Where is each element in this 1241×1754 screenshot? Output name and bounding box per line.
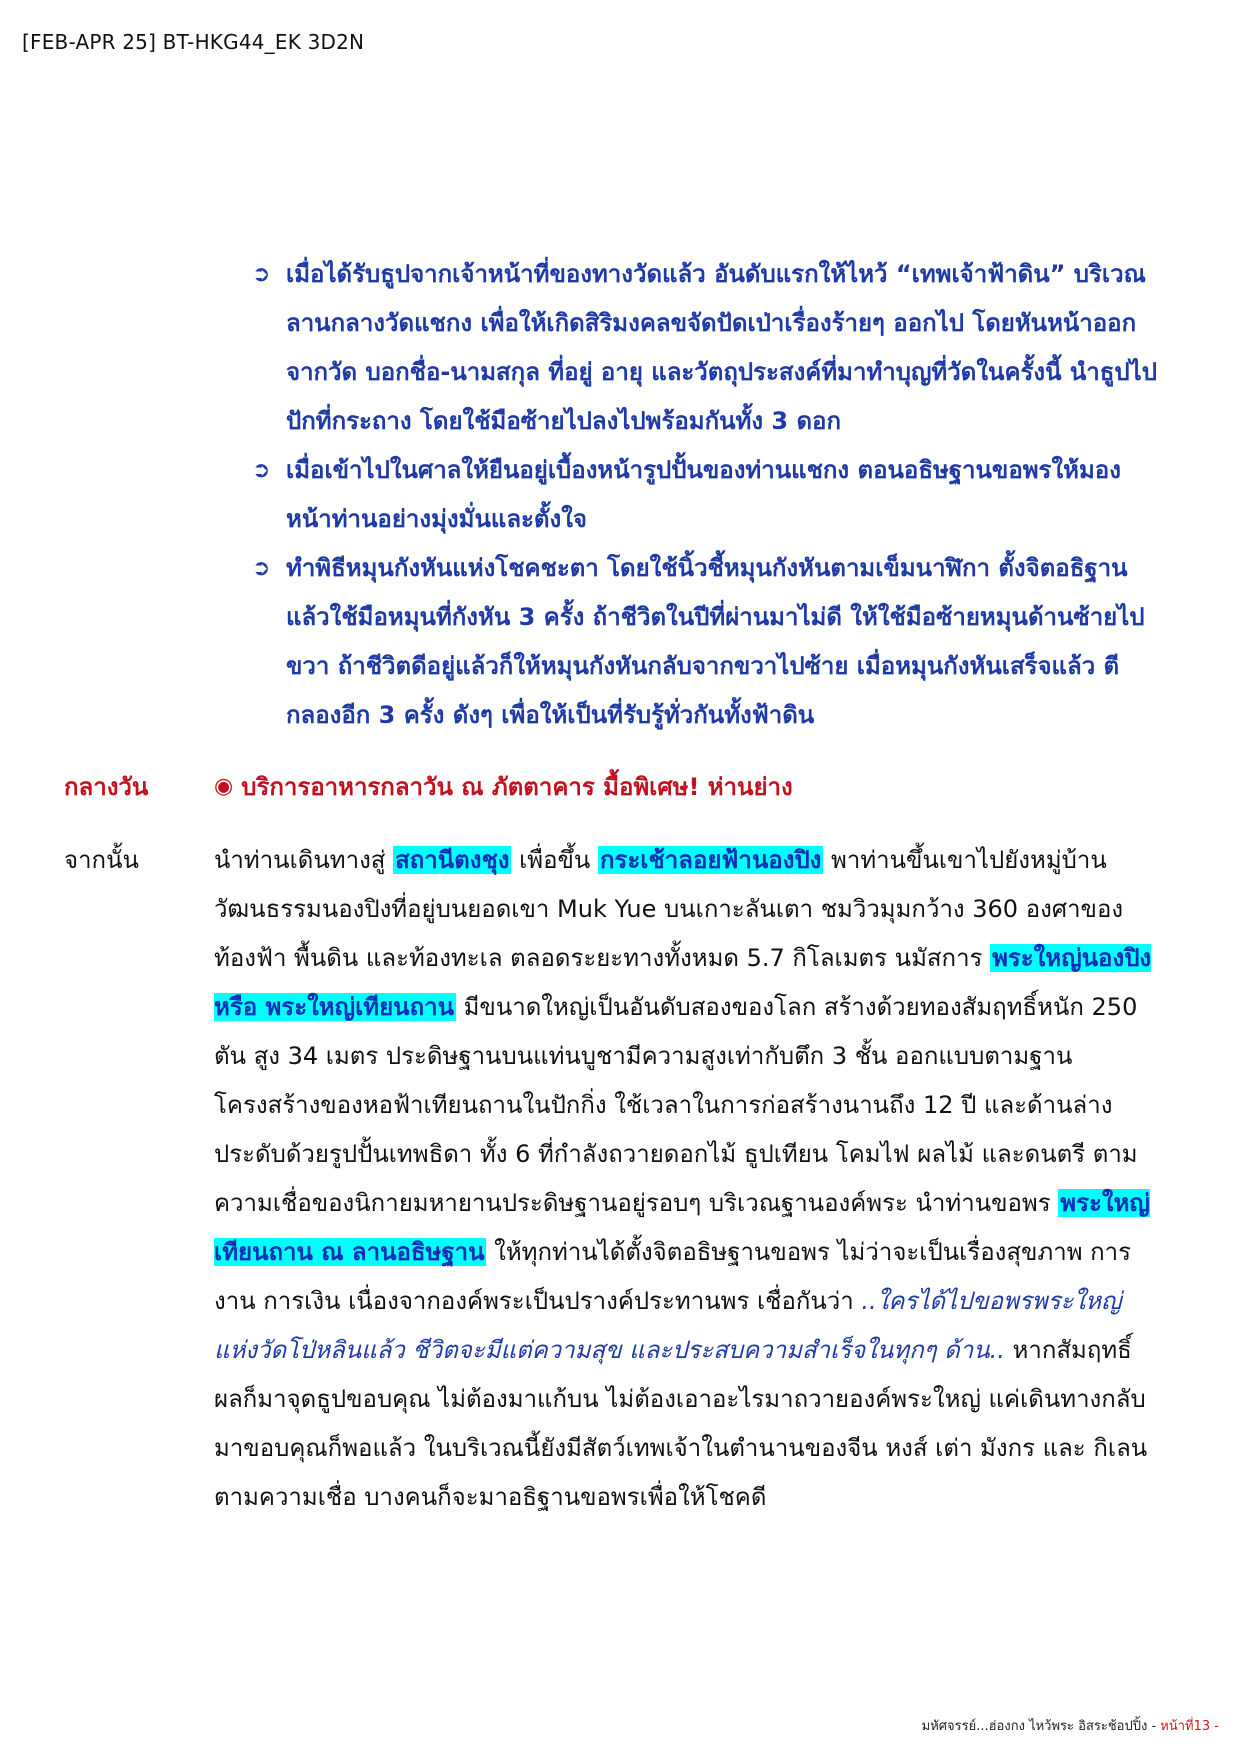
highlight-station-name: สถานีตงชุง bbox=[395, 846, 510, 874]
bullet-item bbox=[252, 250, 1162, 446]
lunch-schedule-row bbox=[64, 765, 1174, 809]
paragraph-text: เพื่อขึ้น bbox=[511, 846, 598, 874]
highlight-big-buddha-name: พระใหญ่นองปิง หรือ พระใหญ่เทียนถาน bbox=[214, 944, 1152, 1021]
bullet-text: ทำพิธีหมุนกังหันแห่งโชคชะตา โดยใช้นิ้วชี้หมุนกังหันตามเข็มนาฬิกา ตั้งจิตอธิฐานแล้วใช้มือหมุนที่กังหัน 3 ครั้ง ถ้าชีวิตในปีที่ผ่านมาไม่ดี ให้ใช้มือซ้ายหมุนด้านซ้ายไปขวา ถ้าชีวิตดีอยู่แล้วก็ให้หมุนกังหันกลับจากขวาไปซ้าย เมื่อหมุนกังหันเสร็จแล้ว ตีกลองอีก 3 ครั้ง ดังๆ เพื่อให้เป็นที่รับรู้ทั่วกันทั้งฟ้าดิน bbox=[286, 554, 1145, 729]
schedule-time-label: จากนั้น bbox=[64, 846, 139, 874]
bullet-item bbox=[252, 544, 1162, 740]
paragraph-text: ให้ทุกท่านได้ตั้งจิตอธิษฐานขอพร ไม่ว่าจะเป็นเรื่องสุขภาพ การงาน การเงิน เนื่องจากองค์พระเป็นปรางค์ประทานพร เชื่อกันว่า bbox=[214, 1238, 1132, 1315]
page-number: หน้าที่13 - bbox=[1160, 1719, 1219, 1734]
footer-title: มหัศจรรย์...ฮ่องกง ไหว้พระ อิสระช้อปปิ้ง - bbox=[921, 1719, 1161, 1734]
schedule-time-label: กลางวัน bbox=[64, 773, 149, 801]
instruction-bullet-list bbox=[252, 250, 1162, 740]
arrow-right-circle-icon: ➲ bbox=[252, 262, 271, 287]
document-code-header: [FEB-APR 25] BT-HKG44_EK 3D2N bbox=[22, 30, 365, 54]
arrow-right-circle-icon: ➲ bbox=[252, 556, 271, 581]
arrow-right-circle-icon: ➲ bbox=[252, 458, 271, 483]
bullet-text: เมื่อได้รับธูปจากเจ้าหน้าที่ของทางวัดแล้ว อันดับแรกให้ไหว้ “เทพเจ้าฟ้าดิน” บริเวณลานกลางวัดแชกง เพื่อให้เกิดสิริมงคลขจัดปัดเป่าเรื่องร้ายๆ ออกไป โดยหันหน้าออกจากวัด บอกชื่อ-นามสกุล ที่อยู่ อายุ และวัตถุประสงค์ที่มาทำบุญที่วัดในครั้งนี้ นำธูปไปปักที่กระถาง โดยใช้มือซ้ายไปลงไปพร้อมกันทั้ง 3 ดอก bbox=[286, 260, 1157, 435]
bullet-text: เมื่อเข้าไปในศาลให้ยืนอยู่เบื้องหน้ารูปปั้นของท่านแชกง ตอนอธิษฐานขอพรให้มองหน้าท่านอย่างมุ่งมั่นและตั้งใจ bbox=[286, 456, 1121, 533]
paragraph-text: นำท่านเดินทางสู่ bbox=[214, 846, 394, 874]
itinerary-paragraph bbox=[214, 836, 1158, 1522]
bullet-item bbox=[252, 446, 1162, 544]
dining-plate-icon: ◉ bbox=[214, 774, 234, 799]
belief-quote: ..ใครได้ไปขอพรพระใหญ่แห่งวัดโป่หลินแล้ว ชีวิตจะมีแต่ความสุข และประสบความสำเร็จในทุกๆ ด้าน.. bbox=[214, 1287, 1122, 1364]
paragraph-text: หากสัมฤทธิ์ผลก็มาจุดธูปขอบคุณ ไม่ต้องมาแก้บน ไม่ต้องเอาอะไรมาถวายองค์พระใหญ่ แค่เดินทางกลับมาขอบคุณก็พอแล้ว ในบริเวณนี้ยังมีสัตว์เทพเจ้าในตำนานของจีน หงส์ เต่า มังกร และ กิเลน ตามความเชื่อ บางคนก็จะมาอธิฐานขอพรเพื่อให้โชคดี bbox=[214, 1336, 1148, 1511]
paragraph-text: มีขนาดใหญ่เป็นอันดับสองของโลก สร้างด้วยทองสัมฤทธิ์หนัก 250 ตัน สูง 34 เมตร ประดิษฐานบนแท่นบูชามีความสูงเท่ากับตึก 3 ชั้น ออกแบบตามฐานโครงสร้างของหอฟ้าเทียนถานในปักกิ่ง ใช้เวลาในการก่อสร้างนานถึง 12 ปี และด้านล่างประดับด้วยรูปปั้นเทพธิดา ทั้ง 6 ที่กำลังถวายดอกไม้ ธูปเทียน โคมไฟ ผลไม้ และดนตรี ตามความเชื่อของนิกายมหายานประดิษฐานอยู่รอบๆ บริเวณฐานองค์พระ นำท่านขอพร bbox=[214, 993, 1138, 1217]
page-footer bbox=[922, 1715, 1219, 1736]
afternoon-schedule-row bbox=[64, 836, 1174, 1522]
highlight-prayer-area-name: พระใหญ่เทียนถาน ณ ลานอธิษฐาน bbox=[214, 1189, 1150, 1266]
highlight-cable-car-name: กระเช้าลอยฟ้านองปิง bbox=[599, 846, 822, 874]
lunch-description: บริการอาหารกลาวัน ณ ภัตตาคาร มื้อพิเศษ! ห่านย่าง bbox=[241, 773, 793, 801]
paragraph-text: พาท่านขึ้นเขาไปยังหมู่บ้านวัฒนธรรมนองปิงที่อยู่บนยอดเขา Muk Yue บนเกาะลันเตา ชมวิวมุมกว้าง 360 องศาของท้องฟ้า พื้นดิน และท้องทะเล ตลอดระยะทางทั้งหมด 5.7 กิโลเมตร นมัสการ bbox=[214, 846, 1124, 972]
